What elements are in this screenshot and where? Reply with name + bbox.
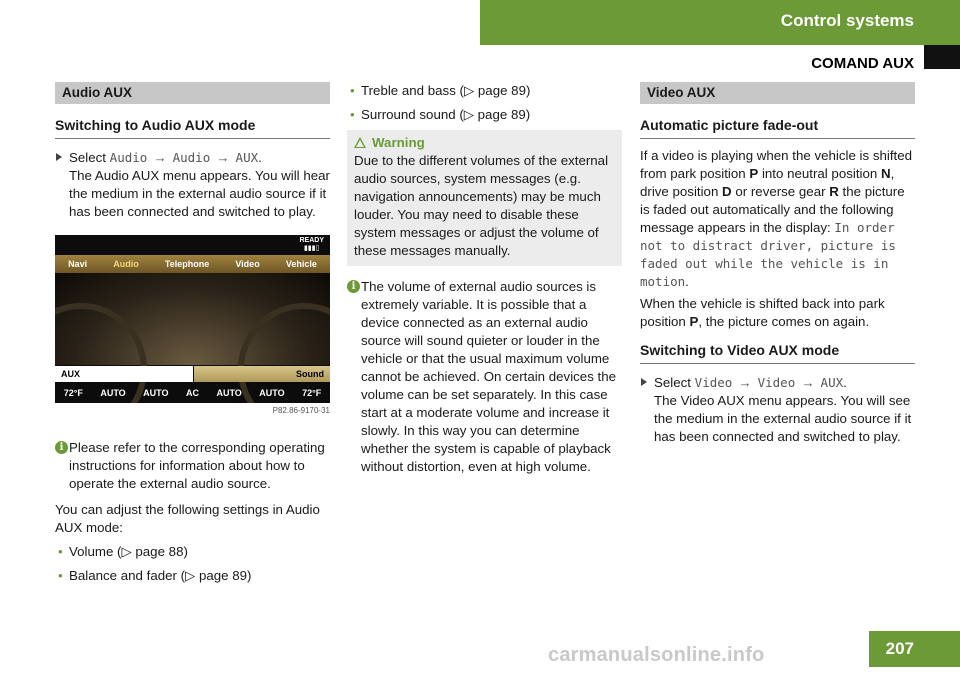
- screen-menu-item: Vehicle: [285, 259, 317, 269]
- step-arrow-icon: [56, 153, 62, 161]
- bullet-icon: •: [58, 568, 63, 583]
- bullet-icon: •: [350, 83, 355, 98]
- column-middle: [347, 82, 622, 476]
- info-note: i Please refer to the corresponding operating instructions for information about how to operate the external audio source.: [55, 439, 330, 493]
- subheading-switching-video-aux: Switching to Video AUX mode: [640, 341, 915, 364]
- temp-right: 72°F: [302, 388, 322, 398]
- picture-returns-text: When the vehicle is shifted back into park position P, the picture comes on again.: [640, 296, 885, 329]
- thumb-tab: [924, 45, 960, 69]
- subheading-switching-audio-aux: Switching to Audio AUX mode: [55, 116, 330, 139]
- ready-indicator: READY ▮▮▮▯: [299, 237, 324, 252]
- screen-climate-bar: [55, 383, 330, 403]
- warning-title: Warning: [354, 134, 615, 152]
- list-item: • Surround sound (▷ page 89): [350, 107, 531, 122]
- info-icon: i: [55, 441, 68, 454]
- bullet-icon: •: [58, 544, 63, 559]
- screen-display-area: [55, 273, 330, 365]
- warning-box: [347, 130, 622, 266]
- screen-aux-label: AUX: [55, 366, 193, 382]
- auto-fan-right: AUTO: [259, 388, 285, 398]
- watermark: carmanualsonline.info: [548, 644, 765, 666]
- step-arrow-icon: [641, 378, 647, 386]
- settings-intro: You can adjust the following settings in Audio AUX mode:: [55, 502, 320, 535]
- screen-main-menu: [55, 255, 330, 273]
- screen-menu-item: Navi: [68, 259, 88, 269]
- subsection-title: COMAND AUX: [811, 55, 914, 72]
- screen-sound-label: Sound: [194, 366, 330, 382]
- ac-label: AC: [185, 388, 199, 398]
- info-note: i The volume of external audio sources is extremely variable. It is possible that a device connected as an external audio source will sound quieter or louder in the vehicle or that the usual maximum volume cannot be achieved. On certain devices the volume can be set separately. In this case start at a moderate volume and increase it slowly. In this way you can determine whether the system is capable of playback without distortion, even at high volume.: [347, 278, 622, 476]
- screen-menu-item-active: Audio: [113, 259, 139, 269]
- screen-menu-item: Video: [235, 259, 260, 269]
- step-result-text: The Audio AUX menu appears. You will hear the medium in the external audio source if it has been connected and switched to play.: [69, 168, 330, 219]
- section-heading-video-aux: Video AUX: [640, 82, 915, 104]
- warning-icon: [354, 137, 366, 148]
- fade-out-description: If a video is playing when the vehicle is shifted from park position P into neutral position N, drive position D or reverse gear R the picture is faded out automatically and the following message appears in the display: In order not to distract driver, picture is faded out while the vehicle is in motion.: [640, 148, 913, 289]
- section-title: Control systems: [780, 11, 914, 30]
- instruction-step: Select Audio → Audio → AUX. The Audio AUX menu appears. You will hear the medium in the external audio source if it has been connected and switched to play.: [55, 149, 330, 221]
- step-result-text: The Video AUX menu appears. You will see the medium in the external audio source if it has been connected and switched to play.: [654, 393, 912, 444]
- column-left: [55, 82, 330, 585]
- info-icon: i: [347, 280, 360, 293]
- auto-left: AUTO: [143, 388, 169, 398]
- instruction-step: Select Video → Video → AUX. The Video AUX menu appears. You will see the medium in the external audio source if it has been connected and switched to play.: [640, 374, 915, 446]
- auto-right: AUTO: [216, 388, 242, 398]
- temp-left: 72°F: [63, 388, 83, 398]
- subheading-picture-fade-out: Automatic picture fade-out: [640, 116, 915, 139]
- comand-screen-image: [55, 235, 330, 403]
- section-heading-audio-aux: Audio AUX: [55, 82, 330, 104]
- auto-fan-left: AUTO: [100, 388, 126, 398]
- bullet-icon: •: [350, 107, 355, 122]
- column-right: [640, 82, 915, 446]
- list-item: • Volume (▷ page 88): [58, 544, 188, 559]
- figure-code: P82.86-9170-31: [272, 406, 330, 415]
- page-number: 207: [869, 631, 960, 667]
- list-item: • Treble and bass (▷ page 89): [350, 83, 531, 98]
- list-item: • Balance and fader (▷ page 89): [58, 568, 252, 583]
- warning-text: Due to the different volumes of the external audio sources, system messages (e.g. navigation announcements) may be much louder. You may need to disable these system messages or adjust the volume of these messages manually.: [354, 153, 609, 258]
- screen-menu-item: Telephone: [164, 259, 210, 269]
- display-message: In order not to distract driver, picture is faded out while the vehicle is in motion: [640, 220, 896, 289]
